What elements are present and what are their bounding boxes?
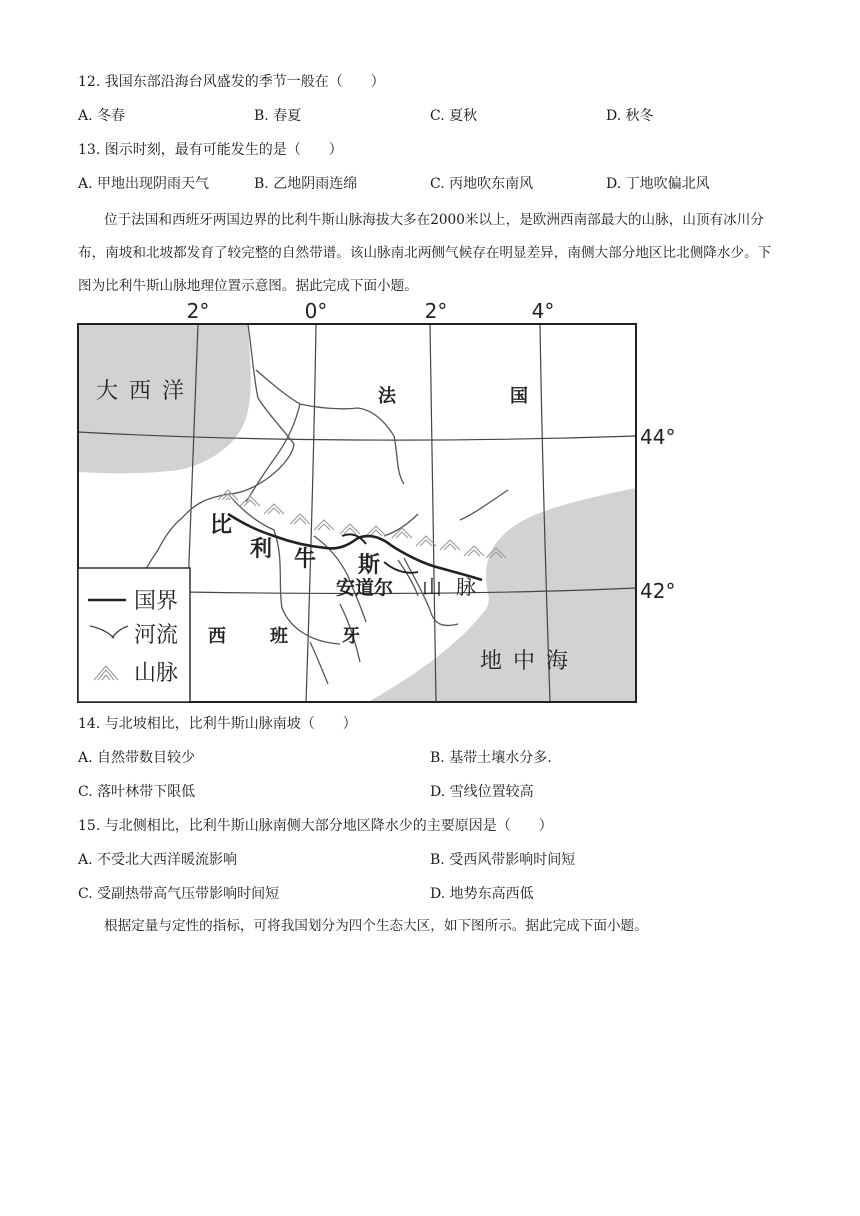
lat-label-42: 42° [640, 579, 676, 603]
label-range-suffix-2: 脉 [456, 575, 476, 599]
lon-label-4e: 4° [531, 299, 555, 323]
label-spain-3: 牙 [342, 626, 360, 647]
label-mediterranean: 地 中 海 [480, 649, 570, 674]
label-range-suffix-1: 山 [422, 575, 442, 599]
label-spain-2: 班 [270, 626, 288, 647]
question-12-stem: 12. 我国东部沿海台风盛发的季节一般在（ ） [78, 74, 385, 90]
question-13-option-b: B. 乙地阴雨连绵 [254, 176, 358, 192]
question-15-option-d: D. 地势东高西低 [430, 886, 534, 902]
question-13-option-a: A. 甲地出现阴雨天气 [78, 176, 210, 192]
label-range-4: 斯 [358, 553, 381, 578]
label-france-1: 法 [378, 386, 396, 407]
lon-label-2w: 2° [186, 299, 210, 323]
legend-border-label: 国界 [134, 589, 179, 614]
rivers [246, 404, 508, 662]
question-15-option-c: C. 受副热带高气压带影响时间短 [78, 886, 280, 902]
question-13-stem: 13. 图示时刻，最有可能发生的是（ ） [78, 142, 343, 158]
question-12-option-a: A. 冬春 [78, 108, 126, 124]
label-range-3: 牛 [294, 547, 317, 572]
question-14-option-a: A. 自然带数目较少 [78, 750, 196, 766]
question-14-option-d: D. 雪线位置较高 [430, 784, 534, 800]
question-15-option-a: A. 不受北大西洋暖流影响 [78, 852, 238, 868]
lon-label-0: 0° [304, 299, 328, 323]
question-15-option-b: B. 受西风带影响时间短 [430, 852, 576, 868]
label-france-2: 国 [510, 386, 528, 407]
legend-mountain-label: 山脉 [134, 661, 179, 686]
question-12-option-b: B. 春夏 [254, 108, 302, 124]
question-14-stem: 14. 与北坡相比，比利牛斯山脉南坡（ ） [78, 716, 357, 732]
question-13-option-c: C. 丙地吹东南风 [430, 176, 534, 192]
reading-passage-pyrenees: 位于法国和西班牙两国边界的比利牛斯山脉海拔大多在2000米以上，是欧洲西南部最大的山脉，山顶有冰川分布，南坡和北坡都发育了较完整的自然带谱。该山脉南北两侧气候存在明显差异，南侧大部分地区比北侧降水少。下图为比利牛斯山脉地理位置示意图。据此完成下面小题。 [78, 212, 772, 294]
question-14-option-b: B. 基带土壤水分多. [430, 750, 552, 766]
pyrenees-map [60, 296, 700, 710]
label-andorra: 安道尔 [336, 577, 394, 599]
question-13-option-d: D. 丁地吹偏北风 [606, 176, 710, 192]
label-range-1: 比 [210, 513, 233, 538]
question-12-option-c: C. 夏秋 [430, 108, 478, 124]
lat-label-44: 44° [640, 425, 676, 449]
question-14-option-c: C. 落叶林带下限低 [78, 784, 196, 800]
label-spain-1: 西 [208, 626, 226, 647]
label-atlantic: 大 西 洋 [96, 379, 186, 404]
question-15-stem: 15. 与北侧相比，比利牛斯山脉南侧大部分地区降水少的主要原因是（ ） [78, 818, 553, 834]
label-range-2: 利 [250, 537, 273, 562]
reading-passage-eco-regions: 根据定量与定性的指标，可将我国划分为四个生态大区，如下图所示。据此完成下面小题。 [104, 918, 648, 934]
legend-river-label: 河流 [134, 623, 179, 648]
question-12-option-d: D. 秋冬 [606, 108, 654, 124]
lon-label-2e: 2° [424, 299, 448, 323]
map-legend [78, 568, 190, 702]
